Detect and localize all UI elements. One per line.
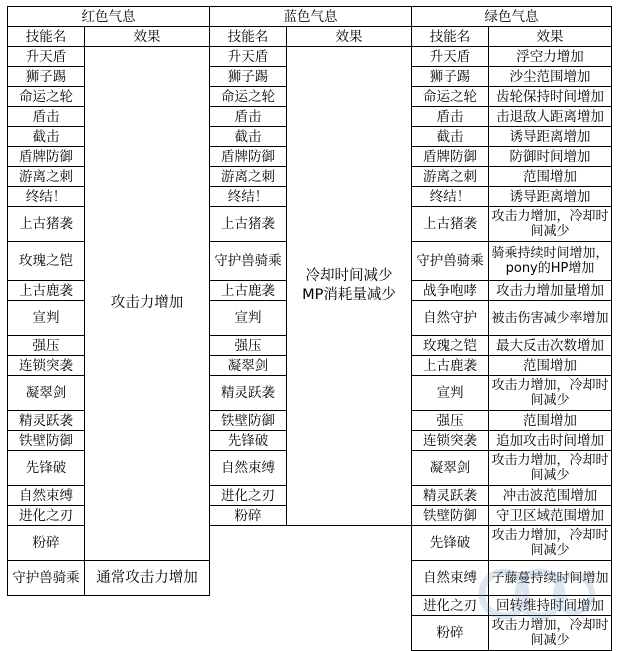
- red-effect-normal-attack-up: 通常攻击力增加: [85, 561, 210, 596]
- green-effect-cell: 攻击力增加，冷却时间减少: [489, 207, 612, 242]
- red-skill-cell: 终结！: [8, 187, 85, 207]
- green-effect-cell: 范围增加: [489, 356, 612, 376]
- blue-effect-mp: MP消耗量减少: [302, 287, 396, 303]
- blue-aura-table: [209, 6, 412, 526]
- blue-skill-cell: 上古鹿袭: [210, 281, 287, 301]
- green-effect-cell: 击退敌人距离增加: [489, 107, 612, 127]
- blue-skill-cell: 先锋破: [210, 431, 287, 451]
- red-skill-cell: 粉碎: [8, 526, 85, 561]
- green-effect-cell: 诱导距离增加: [489, 127, 612, 147]
- green-skill-cell: 截击: [412, 127, 489, 147]
- red-skill-cell: 截击: [8, 127, 85, 147]
- blue-skill-cell: 上古猪袭: [210, 207, 287, 242]
- green-skill-cell: 连锁突袭: [412, 431, 489, 451]
- green-skill-cell: 自然守护: [412, 301, 489, 336]
- blue-effect-cooldown: 冷却时间减少: [305, 268, 393, 284]
- green-skill-cell: 凝翠剑: [412, 451, 489, 486]
- green-effect-cell: 攻击力增加，冷却时间减少: [489, 376, 612, 411]
- blue-skill-cell: 盾击: [210, 107, 287, 127]
- green-effect-cell: 范围增加: [489, 167, 612, 187]
- red-table-title: 红色气息: [8, 7, 210, 27]
- green-skill-cell: 战争咆哮: [412, 281, 489, 301]
- blue-skill-cell: 守护兽骑乘: [210, 242, 287, 281]
- red-skill-cell: 宣判: [8, 301, 85, 336]
- green-skill-cell: 先锋破: [412, 526, 489, 561]
- green-skill-cell: 上古鹿袭: [412, 356, 489, 376]
- red-skill-cell: 自然束缚: [8, 486, 85, 506]
- green-effect-cell: 浮空力增加: [489, 47, 612, 67]
- blue-skill-cell: 粉碎: [210, 506, 287, 526]
- green-skill-cell: 盾击: [412, 107, 489, 127]
- blue-skill-cell: 自然束缚: [210, 451, 287, 486]
- blue-skill-cell: 强压: [210, 336, 287, 356]
- green-skill-cell: 宣判: [412, 376, 489, 411]
- green-effect-cell: 攻击力增加，冷却时间减少: [489, 451, 612, 486]
- blue-skill-cell: 盾牌防御: [210, 147, 287, 167]
- green-skill-cell: 狮子踢: [412, 67, 489, 87]
- green-effect-cell: 诱导距离增加: [489, 187, 612, 207]
- green-col-effect-header: 效果: [489, 27, 612, 47]
- green-effect-cell: 齿轮保持时间增加: [489, 87, 612, 107]
- red-skill-cell: 升天盾: [8, 47, 85, 67]
- green-skill-cell: 游离之刺: [412, 167, 489, 187]
- red-col-effect-header: 效果: [85, 27, 210, 47]
- red-skill-cell: 连锁突袭: [8, 356, 85, 376]
- green-skill-cell: 粉碎: [412, 616, 489, 651]
- green-skill-cell: 上古猪袭: [412, 207, 489, 242]
- blue-table-title: 蓝色气息: [210, 7, 412, 27]
- green-effect-cell: 守卫区域范围增加: [489, 506, 612, 526]
- green-effect-cell: 回转维持时间增加: [489, 596, 612, 616]
- green-effect-cell: 冲击波范围增加: [489, 486, 612, 506]
- blue-skill-cell: 命运之轮: [210, 87, 287, 107]
- blue-skill-cell: 凝翠剑: [210, 356, 287, 376]
- green-effect-cell: 最大反击次数增加: [489, 336, 612, 356]
- green-skill-cell: 终结！: [412, 187, 489, 207]
- blue-col-effect-header: 效果: [287, 27, 412, 47]
- blue-col-skill-header: 技能名: [210, 27, 287, 47]
- red-skill-cell: 强压: [8, 336, 85, 356]
- blue-skill-cell: 精灵跃袭: [210, 376, 287, 411]
- green-effect-cell: 攻击力增加量增加: [489, 281, 612, 301]
- green-skill-cell: 升天盾: [412, 47, 489, 67]
- green-effect-cell: 攻击力增加，冷却时间减少: [489, 526, 612, 561]
- green-skill-cell: 盾牌防御: [412, 147, 489, 167]
- red-skill-cell: 盾牌防御: [8, 147, 85, 167]
- red-skill-cell: 玫瑰之铠: [8, 242, 85, 281]
- red-skill-cell: 守护兽骑乘: [8, 561, 85, 596]
- green-effect-cell: 骑乘持续时间增加，pony的HP增加: [489, 242, 612, 281]
- blue-skill-cell: 宣判: [210, 301, 287, 336]
- red-skill-cell: 命运之轮: [8, 87, 85, 107]
- blue-skill-cell: 终结！: [210, 187, 287, 207]
- green-skill-cell: 玫瑰之铠: [412, 336, 489, 356]
- blue-skill-cell: 升天盾: [210, 47, 287, 67]
- blue-skill-cell: 进化之刃: [210, 486, 287, 506]
- green-effect-cell: 追加攻击时间增加: [489, 431, 612, 451]
- green-skill-cell: 进化之刃: [412, 596, 489, 616]
- red-skill-cell: 铁壁防御: [8, 431, 85, 451]
- green-table-title: 绿色气息: [412, 7, 612, 27]
- red-skill-cell: 凝翠剑: [8, 376, 85, 411]
- green-aura-table: [411, 6, 612, 651]
- red-skill-cell: 狮子踢: [8, 67, 85, 87]
- green-effect-cell: 被击伤害减少率增加: [489, 301, 612, 336]
- blue-skill-cell: 截击: [210, 127, 287, 147]
- red-skill-cell: 进化之刃: [8, 506, 85, 526]
- green-effect-cell: 子藤蔓持续时间增加: [489, 561, 612, 596]
- red-col-skill-header: 技能名: [8, 27, 85, 47]
- blue-skill-cell: 铁壁防御: [210, 411, 287, 431]
- green-skill-cell: 命运之轮: [412, 87, 489, 107]
- red-skill-cell: 精灵跃袭: [8, 411, 85, 431]
- green-effect-cell: 沙尘范围增加: [489, 67, 612, 87]
- green-effect-cell: 防御时间增加: [489, 147, 612, 167]
- green-col-skill-header: 技能名: [412, 27, 489, 47]
- blue-effect-cell: [287, 47, 412, 526]
- green-skill-cell: 自然束缚: [412, 561, 489, 596]
- green-skill-cell: 强压: [412, 411, 489, 431]
- red-effect-attack-up: 攻击力增加: [85, 47, 210, 561]
- green-effect-cell: 范围增加: [489, 411, 612, 431]
- red-skill-cell: 上古猪袭: [8, 207, 85, 242]
- blue-skill-cell: 狮子踢: [210, 67, 287, 87]
- red-skill-cell: 盾击: [8, 107, 85, 127]
- green-skill-cell: 铁壁防御: [412, 506, 489, 526]
- green-effect-cell: 攻击力增加，冷却时间减少: [489, 616, 612, 651]
- green-skill-cell: 精灵跃袭: [412, 486, 489, 506]
- blue-skill-cell: 游离之刺: [210, 167, 287, 187]
- red-aura-table: [7, 6, 210, 596]
- red-skill-cell: 游离之刺: [8, 167, 85, 187]
- green-skill-cell: 守护兽骑乘: [412, 242, 489, 281]
- red-skill-cell: 先锋破: [8, 451, 85, 486]
- red-skill-cell: 上古鹿袭: [8, 281, 85, 301]
